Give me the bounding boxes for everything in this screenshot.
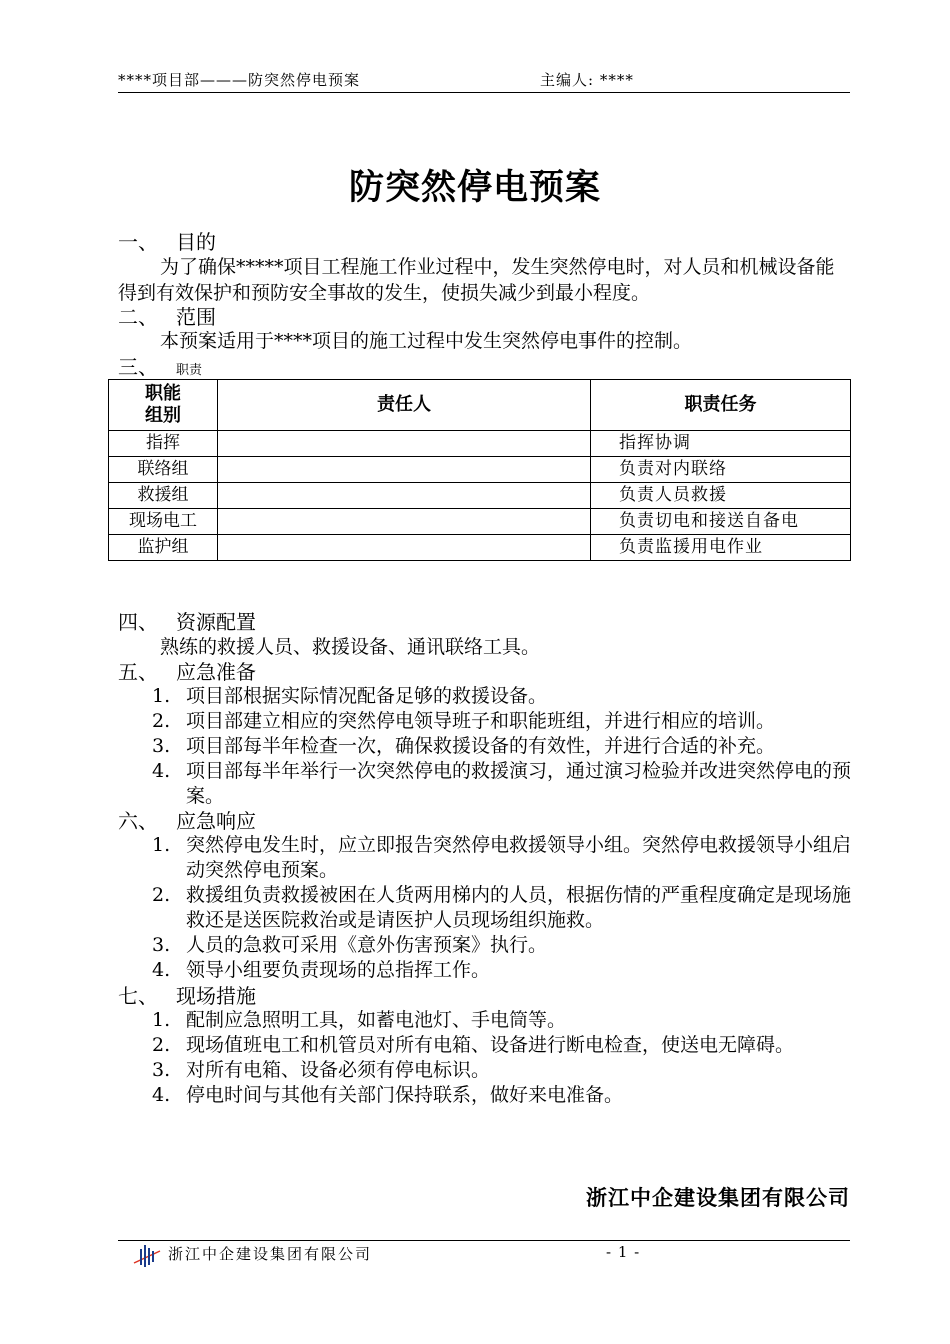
table-cell: 指挥协调 [591,431,851,457]
section-purpose-heading: 一、 目的 [118,230,216,254]
measures-list [148,1008,864,1108]
table-header-row [109,380,851,431]
list-item: 1. 配制应急照明工具，如蓄电池灯、手电筒等。 [152,1009,567,1031]
footer-company: 浙江中企建设集团有限公司 [168,1245,373,1263]
table-cell: 负责切电和接送自备电 [591,509,851,535]
company-logo-icon [132,1243,162,1269]
list-item: 2. 救援组负责救援被困在人货两用梯内的人员，根据伤情的严重程度确定是现场施救还是送医院救治或是请医护人员现场组织施救。 [152,884,852,931]
table-cell: 指挥 [109,431,218,457]
table-cell: 联络组 [109,457,218,483]
list-item: 4. 领导小组要负责现场的总指挥工作。 [152,959,491,981]
section-resources-body: 熟练的救援人员、救援设备、通讯联络工具。 [160,636,541,658]
table-cell: 负责对内联络 [591,457,851,483]
table-cell [218,457,591,483]
preparation-list [148,684,864,809]
list-item: 3. 对所有电箱、设备必须有停电标识。 [152,1059,491,1081]
table-cell [218,535,591,561]
table-cell [218,483,591,509]
table-cell: 救援组 [109,483,218,509]
list-item: 4. 停电时间与其他有关部门保持联系，做好来电准备。 [152,1084,624,1106]
section-purpose-body: 为了确保*****项目工程施工作业过程中，发生突然停电时，对人员和机械设备能得到有效保护和预防安全事故的发生，使损失减少到最小程度。 [118,256,835,304]
page-header [118,66,850,93]
table-row [109,509,851,535]
list-item: 2. 项目部建立相应的突然停电领导班子和职能班组，并进行相应的培训。 [152,710,776,732]
table-row [109,483,851,509]
company-signature: 浙江中企建设集团有限公司 [586,1186,850,1210]
table-row [109,431,851,457]
header-editor: 主编人: **** [540,71,634,89]
list-item: 2. 现场值班电工和机管员对所有电箱、设备进行断电检查，使送电无障碍。 [152,1034,795,1056]
table-cell [218,509,591,535]
duty-table [108,379,851,561]
list-item: 1. 突然停电发生时，应立即报告突然停电救援领导小组。突然停电救援领导小组启动突然停电预案。 [152,834,852,881]
footer-divider [118,1240,850,1241]
list-item: 4. 项目部每半年举行一次突然停电的救援演习，通过演习检验并改进突然停电的预案。 [152,760,852,807]
list-item: 1. 项目部根据实际情况配备足够的救援设备。 [152,685,548,707]
list-item: 3. 项目部每半年检查一次，确保救援设备的有效性，并进行合适的补充。 [152,735,776,757]
section-duty-heading: 三、 职责 [118,355,203,379]
response-list [148,833,864,983]
table-row [109,457,851,483]
section-measures-heading: 七、 现场措施 [118,984,256,1008]
header-left: ****项目部———防突然停电预案 [118,71,361,89]
table-header-cell: 责任人 [218,380,591,431]
table-header-cell: 职责任务 [591,380,851,431]
section-scope-body: 本预案适用于****项目的施工过程中发生突然停电事件的控制。 [160,330,693,352]
table-cell: 监护组 [109,535,218,561]
table-cell [218,431,591,457]
page-number: - 1 - [606,1243,641,1261]
table-cell: 现场电工 [109,509,218,535]
table-header-cell: 职能组别 [109,380,218,431]
section-scope-heading: 二、 范围 [118,305,216,329]
section-resources-heading: 四、 资源配置 [118,610,256,634]
section-preparation-heading: 五、 应急准备 [118,660,256,684]
table-cell: 负责人员救援 [591,483,851,509]
table-row [109,535,851,561]
list-item: 3. 人员的急救可采用《意外伤害预案》执行。 [152,934,548,956]
table-cell: 负责监援用电作业 [591,535,851,561]
section-response-heading: 六、 应急响应 [118,809,256,833]
document-title: 防突然停电预案 [348,168,601,208]
